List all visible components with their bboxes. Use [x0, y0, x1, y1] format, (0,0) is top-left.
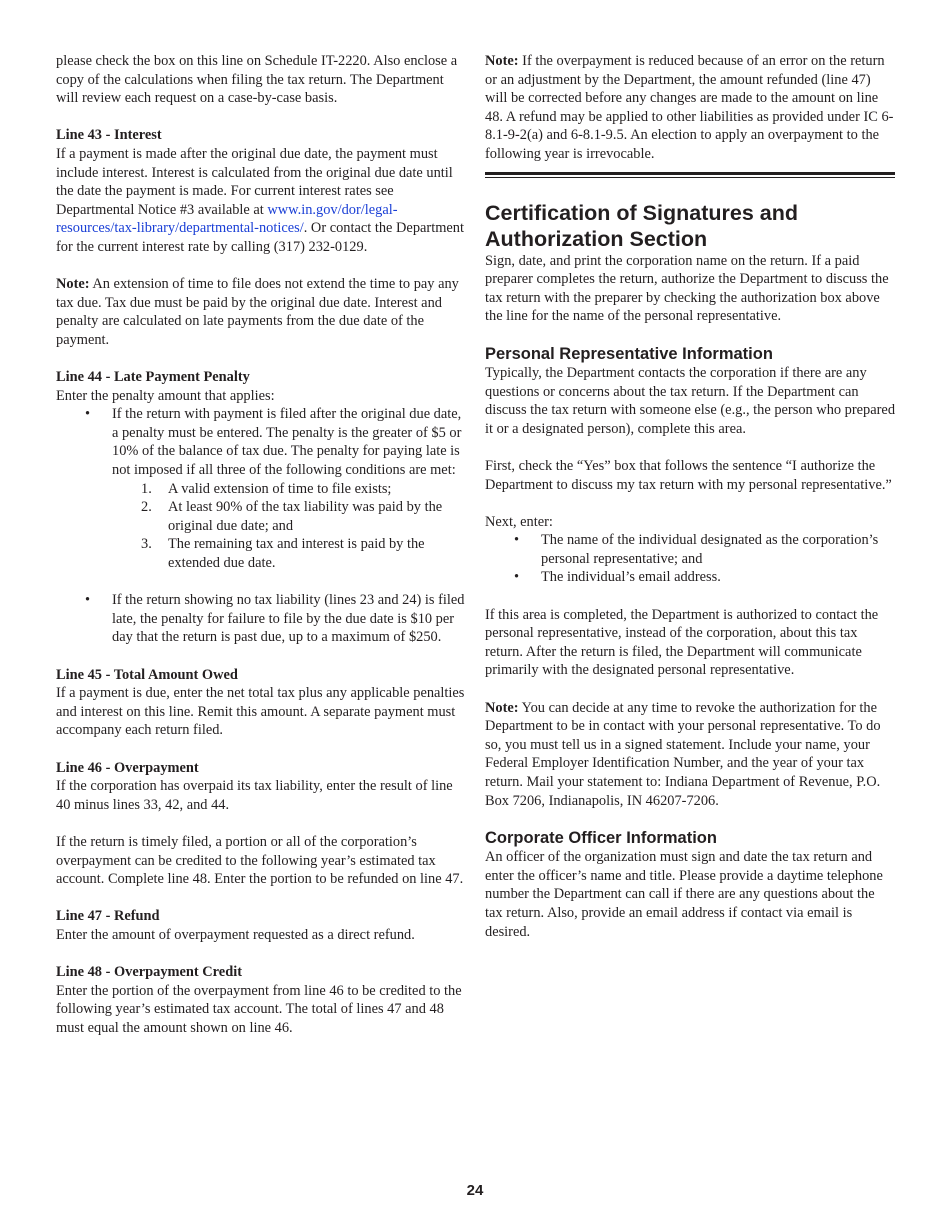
line-45-text: If a payment is due, enter the net total tax plus any applicable penalties and interest on this line. Remit this amount. A separate payment must accompany each return filed. [56, 685, 465, 739]
personal-rep-text-1: Typically, the Department contacts the corporation if there are any questions or concerns about the tax return. If the Department can discuss the tax return with someone else (e.g., the person who prepared it or a designated person), complete this area. [485, 364, 896, 437]
list-item [56, 405, 468, 572]
line-46-text-1: If the corporation has overpaid its tax liability, enter the result of line 40 minus lines 33, 42, and 44. [56, 778, 453, 813]
conditions-list [112, 480, 468, 573]
certification-text: Sign, date, and print the corporation name on the return. If a paid preparer completes the return, authorize the Department to discuss the tax return with the preparer by checking the authorization box above the line for the name of the personal representative. [485, 252, 889, 325]
line-43-text-a: If a payment is made after the original due date, the payment must include interest. Interest is calculated from the original due date until the date the payment is made. For current interest rates see Departmental Notice #3 available at [56, 145, 453, 218]
condition-text: At least 90% of the tax liability was paid by the original due date; and [168, 499, 443, 534]
next-enter-label: Next, enter: [485, 513, 553, 530]
intro-paragraph: please check the box on this line on Schedule IT-2220. Also enclose a copy of the calculations when filing the tax return. The Department will review each request on a case-by-case basis. [56, 53, 458, 107]
condition-number: 2. [141, 499, 152, 516]
condition-number: 3. [141, 536, 152, 553]
departmental-notices-link[interactable]: www.in.gov/dor/legal-resources/tax-library/departmental-notices/ [56, 201, 398, 237]
line-48-heading: Line 48 - Overpayment Credit [56, 964, 242, 981]
list-item: • The name of the individual designated as the corporation’s personal representative; and [485, 531, 895, 568]
note-text: If the overpayment is reduced because of an error on the return or an adjustment by the Department, the amount refunded (line 47) will be corrected before any changes are made to the amount on line 48. A refund may be applied to other liabilities as provided under IC 6-8.1-9-2(a) and 6-8.1-9.5. An election to apply an overpayment to the following year is irrevocable. [485, 53, 894, 162]
penalty-bullet-2: If the return showing no tax liability (lines 23 and 24) is filed late, the penalty for failure to file by the due date is $10 per day that the return is past due, up to a maximum of $250. [112, 592, 465, 646]
line-46-text-2: If the return is timely filed, a portion or all of the corporation’s overpayment can be credited to the following year’s estimated tax account. Complete line 48. Enter the portion to be refunded on line 47. [56, 833, 464, 888]
line-43-text [56, 145, 468, 257]
line-45-heading: Line 45 - Total Amount Owed [56, 666, 238, 683]
note-revoke [485, 699, 895, 811]
note-label: Note: [485, 699, 519, 716]
personal-rep-text-2: First, check the “Yes” box that follows the sentence “I authorize the Department to discuss my tax return with my personal representative.” [485, 457, 892, 493]
list-item [112, 498, 468, 535]
personal-rep-text-3: If this area is completed, the Department is authorized to contact the personal representative, instead of the corporation, about this tax return. After the return is filed, the Department will communicate primarily with the designated personal representative. [485, 606, 879, 679]
list-item: • The individual’s email address. [485, 568, 895, 587]
line-46-heading: Line 46 - Overpayment [56, 759, 199, 776]
line-44-intro: Enter the penalty amount that applies: [56, 387, 275, 404]
corporate-officer-text: An officer of the organization must sign and date the tax return and enter the officer’s name and title. Please provide a daytime telephone number the Department can call if there are any questions about the tax return. Also, provide an email address if contact via email is desired. [485, 849, 883, 940]
note-label: Note: [56, 276, 90, 293]
section-divider [485, 172, 895, 178]
condition-text: The remaining tax and interest is paid by the extended due date. [168, 536, 425, 572]
penalty-list [56, 405, 468, 647]
personal-rep-heading: Personal Representative Information [485, 344, 773, 363]
line-43-text-b: . Or contact the Department for the current interest rate by calling (317) 232-0129. [56, 220, 464, 255]
note-text: An extension of time to file does not extend the time to pay any tax due. Tax due must be paid by the original due date. Interest and penalty are calculated on late payments from the due date of the payment. [56, 276, 459, 348]
page-number: 24 [466, 1182, 484, 1199]
penalty-bullet-1: If the return with payment is filed after the original due date, a penalty must be entered. The penalty is the greater of $5 or 10% of the balance of tax due. The penalty for paying late is not imposed if all three of the following conditions are met: [112, 406, 462, 479]
list-item [112, 480, 468, 499]
corporate-officer-heading: Corporate Officer Information [485, 829, 717, 848]
right-column [485, 52, 895, 941]
note-extension [56, 275, 468, 349]
condition-number: 1. [141, 480, 152, 497]
line-47-text: Enter the amount of overpayment requested as a direct refund. [56, 926, 415, 943]
line-47-heading: Line 47 - Refund [56, 908, 160, 925]
note-text: You can decide at any time to revoke the authorization for the Department to be in contact with your personal representative. To do so, you must tell us in a signed statement. Include your name, your Federal Employer Identification Number, and the year of your tax return. Mail your statement to: Indiana Department of Revenue, P.O. Box 7206, Indianapolis, IN 46207-7206. [485, 699, 881, 809]
line-44-heading: Line 44 - Late Payment Penalty [56, 369, 250, 386]
condition-text: A valid extension of time to file exists; [168, 480, 392, 497]
list-item [56, 591, 468, 647]
personal-rep-list [485, 531, 895, 587]
left-column [56, 52, 468, 1037]
certification-heading: Certification of Signatures and Authorization Section [485, 200, 798, 251]
note-label: Note: [485, 53, 519, 69]
line-48-text: Enter the portion of the overpayment from line 46 to be credited to the following year’s estimated tax account. The total of lines 47 and 48 must equal the amount shown on line 46. [56, 982, 462, 1036]
note-overpayment [485, 52, 895, 164]
line-43-heading: Line 43 - Interest [56, 127, 162, 144]
list-item [112, 535, 468, 572]
